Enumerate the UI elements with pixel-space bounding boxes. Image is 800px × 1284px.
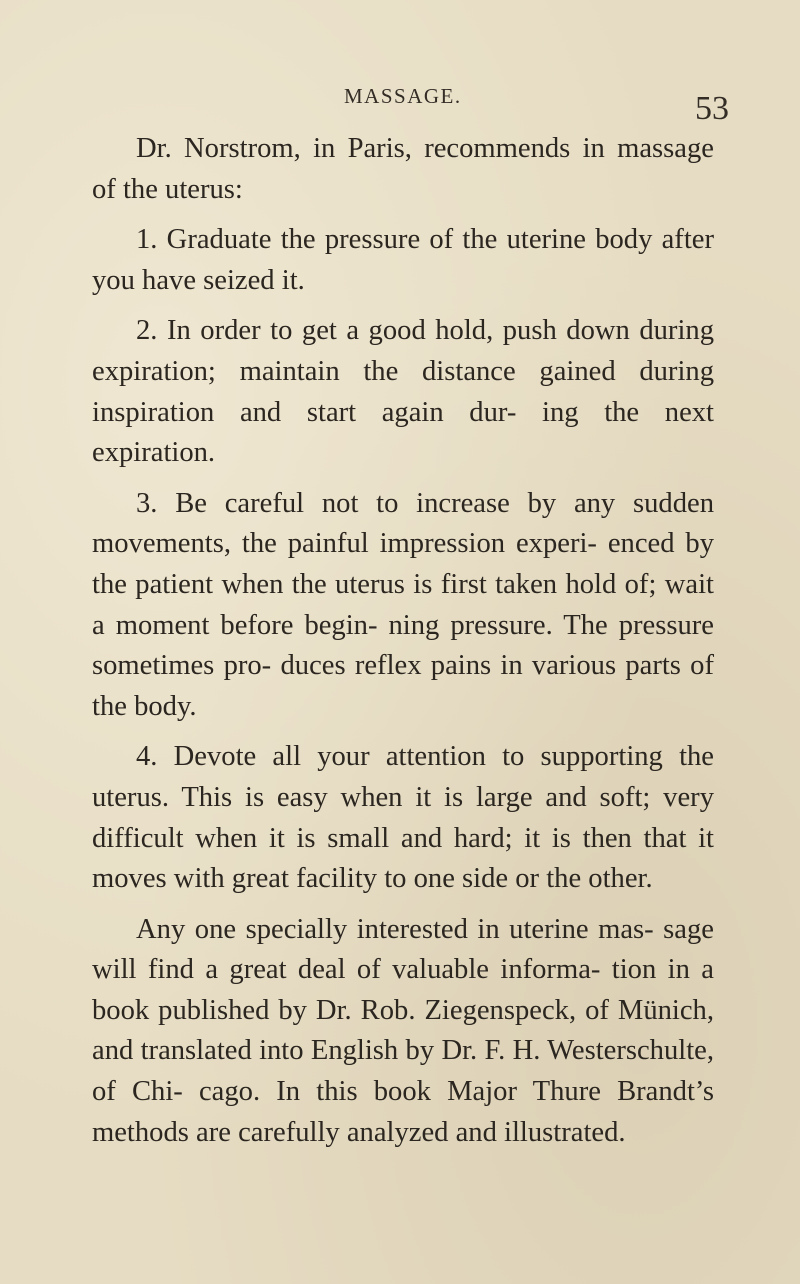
paragraph-item-2: 2. In order to get a good hold, push down during expiration; maintain the distance gained during inspiration and start again dur- ing the next expiration. bbox=[92, 315, 714, 469]
running-head: MASSAGE. bbox=[344, 84, 462, 108]
paragraph-item-3: 3. Be careful not to increase by any sudden movements, the painful impression experi- enced by the patient when the uterus is first taken hold of; wait a moment before begin- ning pressure. The pressure sometimes pro- duces reflex pains in various parts of the body. bbox=[92, 487, 714, 722]
page-number: 53 bbox=[695, 90, 729, 127]
paragraph-intro: Dr. Norstrom, in Paris, recommends in massage of the uterus: bbox=[92, 133, 714, 205]
paragraph-closing: Any one specially interested in uterine mas- sage will find a great deal of valuable informa- tion in a book published by Dr. Rob. Ziegenspeck, of Münich, and translated into English by Dr. F. H. Westerschulte, of Chi- cago. In this book Major Thure Brandt’s methods are carefully analyzed and illustrated. bbox=[92, 913, 714, 1148]
paragraph-item-1: 1. Graduate the pressure of the uterine body after you have seized it. bbox=[92, 224, 714, 296]
body-text bbox=[92, 129, 714, 1163]
paragraph-item-4: 4. Devote all your attention to supporting the uterus. This is easy when it is large and soft; very difficult when it is small and hard; it is then that it moves with great facility to one side or the other. bbox=[92, 741, 714, 895]
